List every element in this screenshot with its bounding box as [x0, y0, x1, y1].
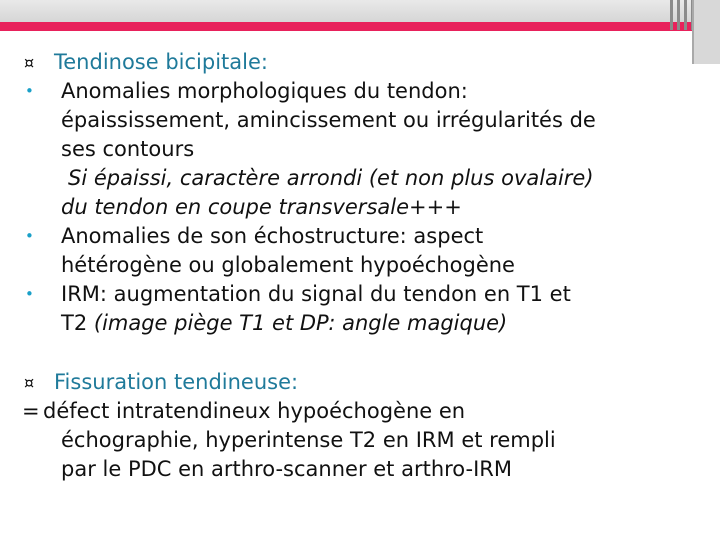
bullet-line: • IRM: augmentation du signal du tendon en T1 et	[18, 280, 703, 309]
bullet-continuation: épaississement, amincissement ou irrégularités de	[61, 108, 596, 132]
section-marker-icon: ¤	[24, 53, 35, 72]
section-marker-icon: ¤	[24, 373, 35, 392]
accent-stripe	[0, 22, 720, 31]
bullet-continuation: ses contours	[61, 137, 195, 161]
bullet-continuation: hétérogène ou globalement hypoéchogène	[61, 253, 515, 277]
bullet-line: • Anomalies de son échostructure: aspect	[18, 222, 703, 251]
bullet-dot-icon: •	[25, 82, 34, 100]
bullet-dot-icon: •	[25, 285, 34, 303]
bullet-dot-icon: •	[25, 227, 34, 245]
definition-continuation: échographie, hyperintense T2 en IRM et rempli	[61, 428, 556, 452]
section-heading-tendinose	[18, 48, 703, 77]
section-heading-text: Fissuration tendineuse:	[54, 370, 299, 394]
note-line: du tendon en coupe transversale+++	[61, 195, 462, 219]
bullet-line: • Anomalies morphologiques du tendon:	[18, 77, 703, 106]
top-decorative-stripe	[0, 0, 720, 22]
corner-decoration-lines	[670, 0, 694, 30]
definition-marker: =	[22, 399, 40, 423]
section-heading-text: Tendinose bicipitale:	[54, 50, 268, 74]
definition-continuation: par le PDC en arthro-scanner et arthro-IRM	[61, 457, 513, 481]
section-spacer	[18, 338, 703, 368]
bullet-continuation	[18, 309, 703, 338]
bullet-plain-text: T2	[61, 311, 94, 335]
bullet-italic-text: (image piège T1 et DP: angle magique)	[93, 311, 508, 335]
section-heading-fissuration	[18, 368, 703, 397]
slide-content	[18, 48, 703, 484]
definition-line: = défect intratendineux hypoéchogène en	[18, 397, 703, 426]
note-line: Si épaissi, caractère arrondi (et non plus ovalaire)	[68, 166, 594, 190]
